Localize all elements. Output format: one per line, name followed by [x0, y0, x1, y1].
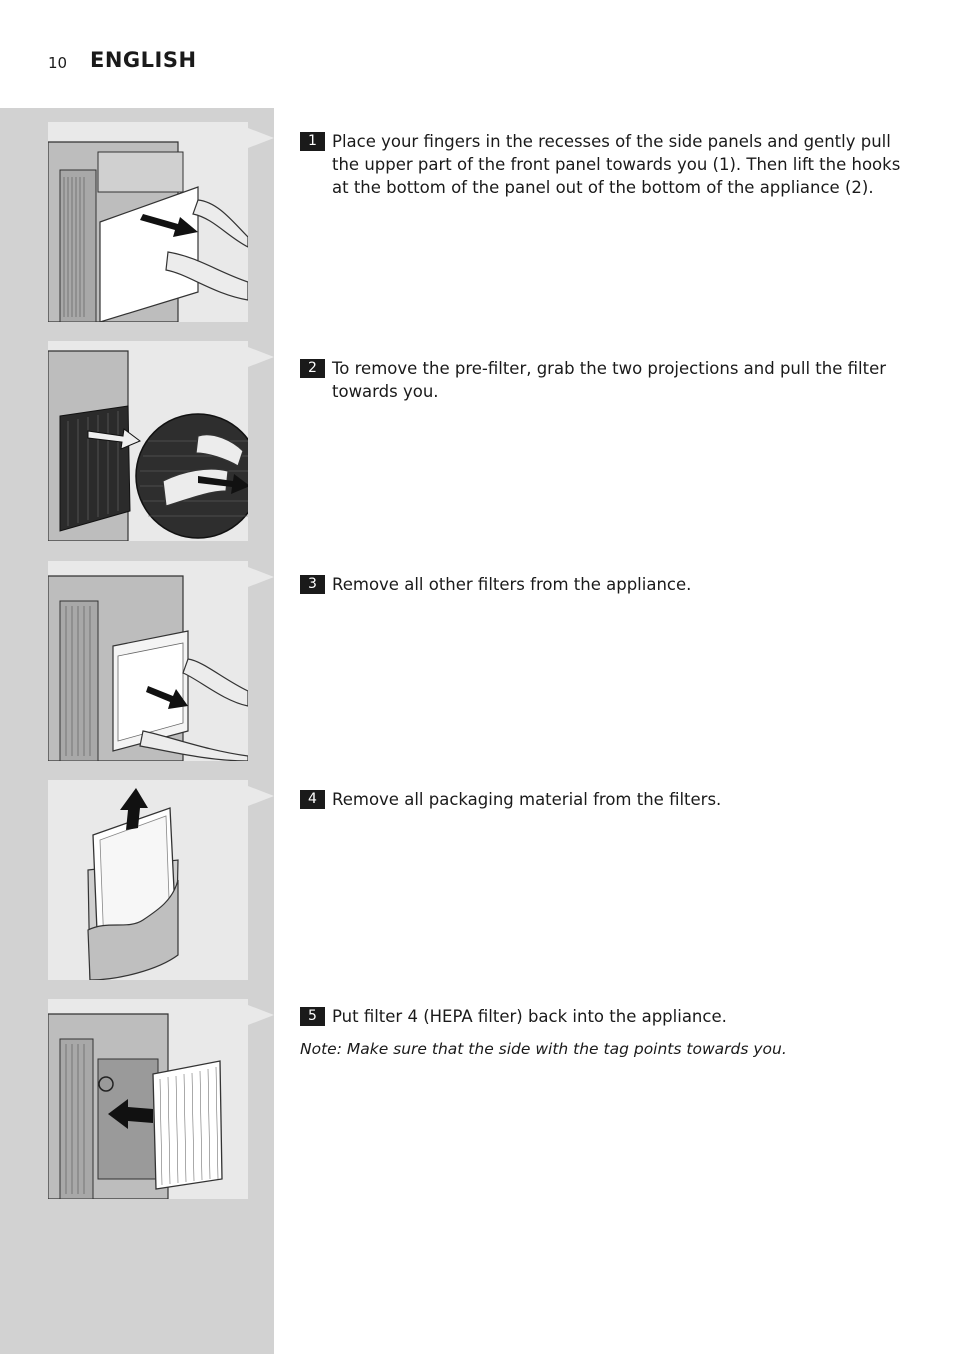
insert-hepa-filter-illustration — [48, 999, 248, 1199]
step-text: Put filter 4 (HEPA filter) back into the appliance. — [332, 1007, 727, 1026]
step-number-badge: 2 — [300, 359, 325, 378]
step-instruction — [300, 357, 920, 403]
step-number-badge: 3 — [300, 575, 325, 594]
remove-filters-illustration — [48, 561, 248, 761]
step-text: Remove all packaging material from the filters. — [332, 790, 722, 809]
step-instruction — [300, 130, 920, 199]
step-number-badge: 5 — [300, 1007, 325, 1026]
remove-pre-filter-illustration — [48, 341, 248, 541]
step-number-badge: 4 — [300, 790, 325, 809]
callout-pointer — [248, 786, 274, 806]
step-instruction — [300, 1005, 920, 1028]
step-number-badge: 1 — [300, 132, 325, 151]
step-instruction — [300, 788, 920, 811]
step-note: Note: Make sure that the side with the tag points towards you. — [300, 1040, 787, 1058]
step-4 — [0, 780, 954, 980]
remove-front-panel-illustration — [48, 122, 248, 322]
step-5 — [0, 999, 954, 1199]
section-language: ENGLISH — [90, 48, 197, 72]
step-text: Place your fingers in the recesses of the side panels and gently pull the upper part of the front panel towards you (1). Then lift the hooks at the bottom of the panel out of the bottom of the appliance (2). — [332, 132, 901, 197]
callout-pointer — [248, 1005, 274, 1025]
step-text: To remove the pre-filter, grab the two projections and pull the filter towards you. — [332, 359, 887, 401]
step-text: Remove all other filters from the appliance. — [332, 575, 692, 594]
callout-pointer — [248, 128, 274, 148]
page-number: 10 — [48, 54, 68, 72]
step-instruction — [300, 573, 920, 596]
unpack-filter-illustration — [48, 780, 248, 980]
step-2 — [0, 341, 954, 541]
step-1 — [0, 122, 954, 322]
callout-pointer — [248, 347, 274, 367]
callout-pointer — [248, 567, 274, 587]
step-3 — [0, 561, 954, 761]
